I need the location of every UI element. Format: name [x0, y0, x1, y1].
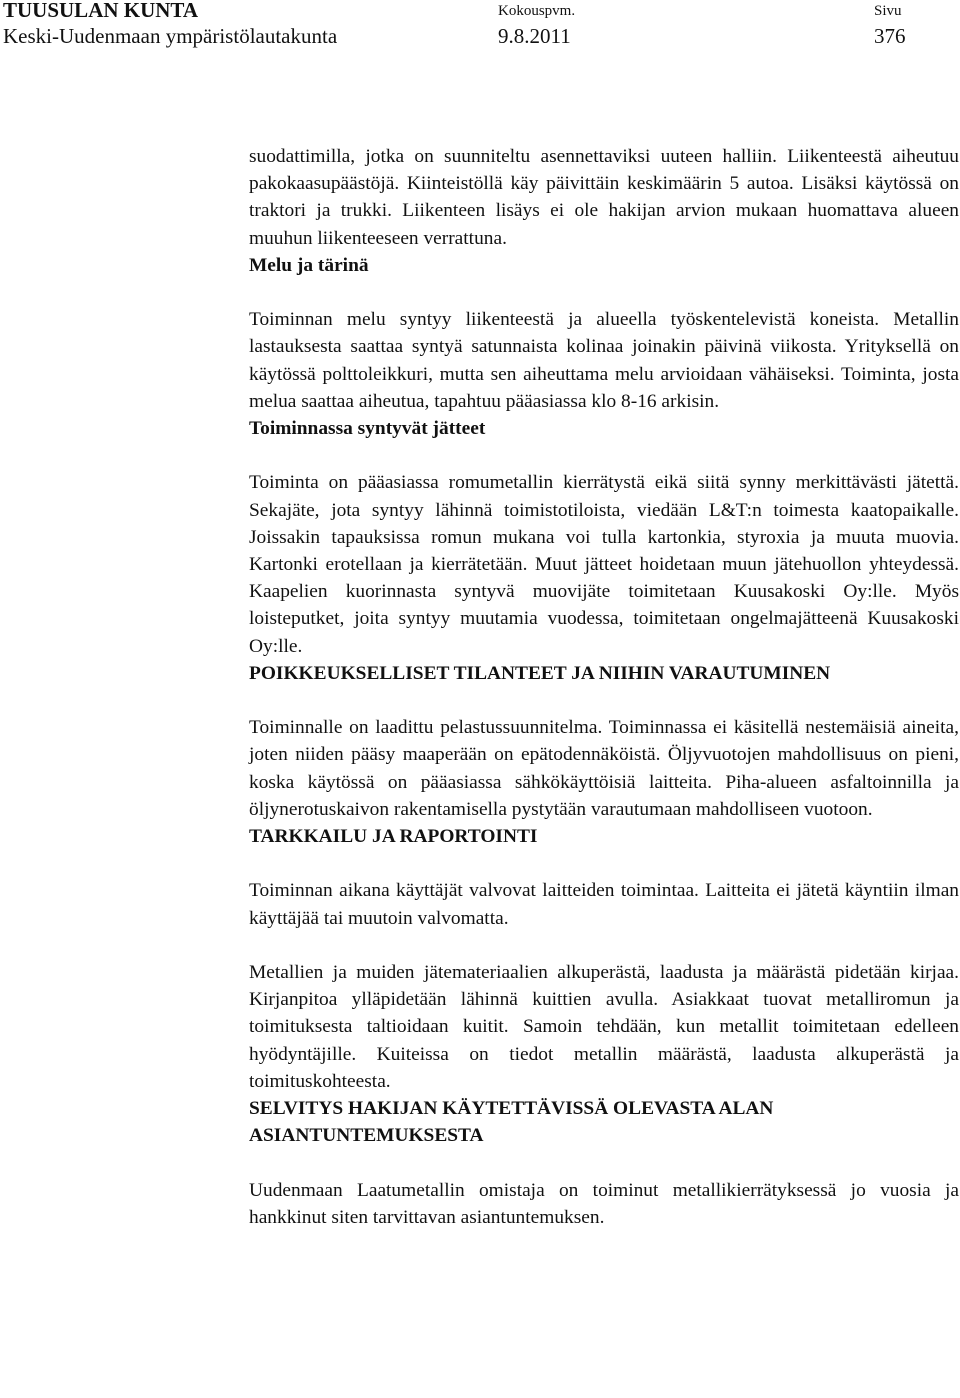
organization-name: TUUSULAN KUNTA [3, 0, 199, 22]
paragraph-monitoring-1: Toiminnan aikana käyttäjät valvovat laitteiden toimintaa. Laitteita ei jätetä käyntiin ilman käyttäjää tai muutoin valvomatta. [249, 880, 959, 929]
meeting-date-label: Kokouspvm. [498, 3, 576, 19]
paragraph-noise: Toiminnan melu syntyy liikenteestä ja alueella työskentelevistä koneista. Metallin lastauksesta saattaa syntyä satunnaista kolinaa joinakin päivinä viikosta. Yrityksellä on käytössä polttoleikkuri, mutta sen aiheuttama melu arvioidaan vähäiseksi. Toiminta, josta melua saattaa aiheutua, tapahtuu pääasiassa klo 8-16 arkisin. [249, 309, 959, 412]
heading-expertise: SELVITYS HAKIJAN KÄYTETTÄVISSÄ OLEVASTA ALAN ASIANTUNTEMUKSESTA [249, 1098, 774, 1147]
paragraph-monitoring-2: Metallien ja muiden jätemateriaalien alkuperästä, laadusta ja määrästä pidetään kirjaa. Kirjanpitoa ylläpidetään lähinnä kuittien avulla. Asiakkaat tuovat metalliromun ja toimituksesta taltioidaan kuitit. Samoin tehdään, kun metallit toimitetaan edelleen hyödyntäjille. Kuiteissa on tiedot metallin määrästä, laadusta alkuperästä ja toimituskohteesta. [249, 962, 959, 1092]
meeting-date: 9.8.2011 [498, 24, 571, 48]
page-header [0, 0, 960, 56]
paragraph-expertise: Uudenmaan Laatumetallin omistaja on toiminut metallikierrätyksessä jo vuosia ja hankkinut siten tarvittavan asiantuntemuksen. [249, 1179, 959, 1228]
page-number: 376 [874, 24, 906, 48]
paragraph-exceptional-situations: Toiminnalle on laadittu pelastussuunnitelma. Toiminnassa ei käsitellä nestemäisiä aineita, joten niiden pääsy maaperään on epätodennäköistä. Öljyvuotojen mahdollisuus on pieni, koska käytössä on pääasiassa sähkökäyttöisiä laitteita. Piha-alueen asfaltoinnilla ja öljynerotuskaivon rakentamisella pystytään varautumaan mahdolliseen vuotoon. [249, 717, 959, 820]
heading-exceptional-situations: POIKKEUKSELLISET TILANTEET JA NIIHIN VARAUTUMINEN [249, 662, 831, 684]
document-body [249, 143, 959, 1231]
board-name: Keski-Uudenmaan ympäristölautakunta [3, 24, 338, 48]
paragraph-waste: Toiminta on pääasiassa romumetallin kierrätystä eikä siitä synny merkittävästi jätettä. Sekajäte, jota syntyy lähinnä toimistotiloista, viedään L&T:n toimesta kaatopaikalle. Joissakin tapauksissa romun mukana voi tulla kartonkia, styroxia ja muuta muovia. Kartonki erotellaan ja kierrätetään. Muut jätteet hoidetaan muun jätehuollon yhteydessä. Kaapelien kuorinnasta syntyvä muovijäte toimitetaan Kuusakoski Oy:lle. Myös loisteputket, joita syntyy muutamia vuodessa, toimitetaan ongelmajätteenä Kuusakoski Oy:lle. [249, 472, 959, 657]
heading-noise: Melu ja tärinä [249, 254, 369, 276]
heading-monitoring: TARKKAILU JA RAPORTOINTI [249, 826, 538, 848]
paragraph-intro: suodattimilla, jotka on suunniteltu asennettaviksi uuteen halliin. Liikenteestä aiheutuu pakokaasupäästöjä. Kiinteistöllä käy päivittäin keskimäärin 5 autoa. Lisäksi käytössä on traktori ja trukki. Liikenteen lisäys ei ole hakijan arvion mukaan huomattava alueen muuhun liikenteeseen verrattuna. [249, 146, 959, 249]
heading-waste: Toiminnassa syntyvät jätteet [249, 418, 486, 440]
page-label: Sivu [874, 3, 902, 19]
